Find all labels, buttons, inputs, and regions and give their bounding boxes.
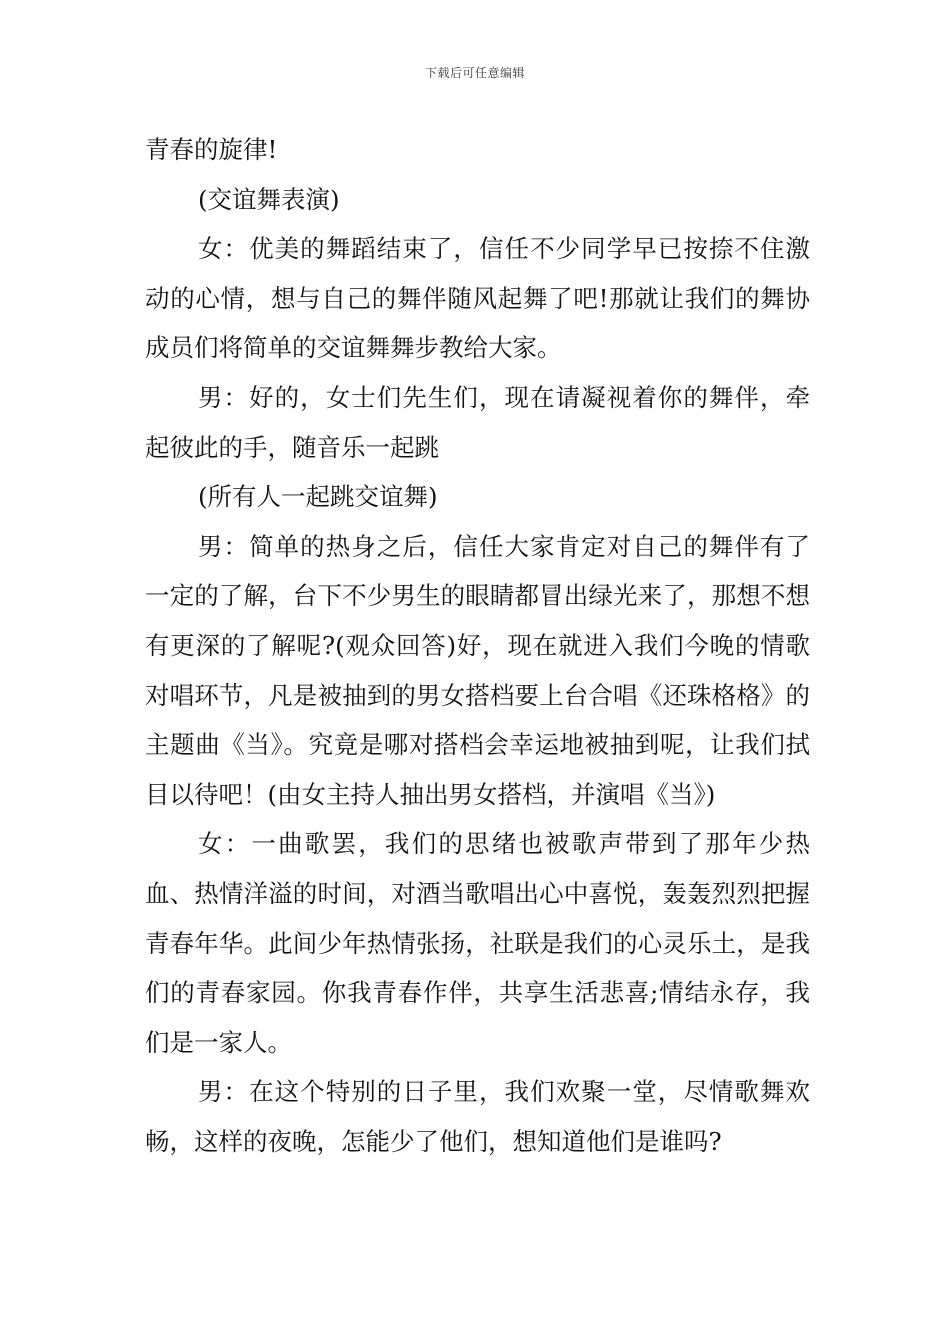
paragraph: (所有人一起跳交谊舞) — [198, 482, 438, 512]
document-body — [145, 125, 810, 1166]
paragraph: 青春的旋律! — [145, 135, 278, 164]
paragraph: 男：好的，女士们先生们，现在请凝视着你的舞伴，牵起彼此的手，随音乐一起跳 — [145, 382, 810, 462]
page-header-note: 下载后可任意编辑 — [424, 66, 525, 80]
paragraph: 女：一曲歌罢，我们的思绪也被歌声带到了那年少热血、热情洋溢的时间，对酒当歌唱出心中喜悦，轰轰烈烈把握青春年华。此间少年热情张扬，社联是我们的心灵乐土，是我们的青春家园。你我青春作伴，共享生活悲喜;情结永存，我们是一家人。 — [145, 829, 810, 1057]
paragraph: 男：在这个特别的日子里，我们欢聚一堂，尽情歌舞欢畅，这样的夜晚，怎能少了他们，想知道他们是谁吗? — [145, 1077, 810, 1156]
paragraph: 男：简单的热身之后，信任大家肯定对自己的舞伴有了一定的了解，台下不少男生的眼睛都冒出绿光来了，那想不想有更深的了解呢?(观众回答)好，现在就进入我们今晚的情歌对唱环节，凡是被抽到的男女搭档要上台合唱《还珠格格》的主题曲《当》。究竟是哪对搭档会幸运地被抽到呢，让我们拭目以待吧！(由女主持人抽出男女搭档，并演唱《当》) — [145, 531, 810, 809]
paragraph: 女：优美的舞蹈结束了，信任不少同学早已按捺不住激动的心情，想与自己的舞伴随风起舞了吧!那就让我们的舞协成员们将简单的交谊舞舞步教给大家。 — [145, 234, 810, 363]
paragraph: (交谊舞表演) — [198, 184, 340, 214]
